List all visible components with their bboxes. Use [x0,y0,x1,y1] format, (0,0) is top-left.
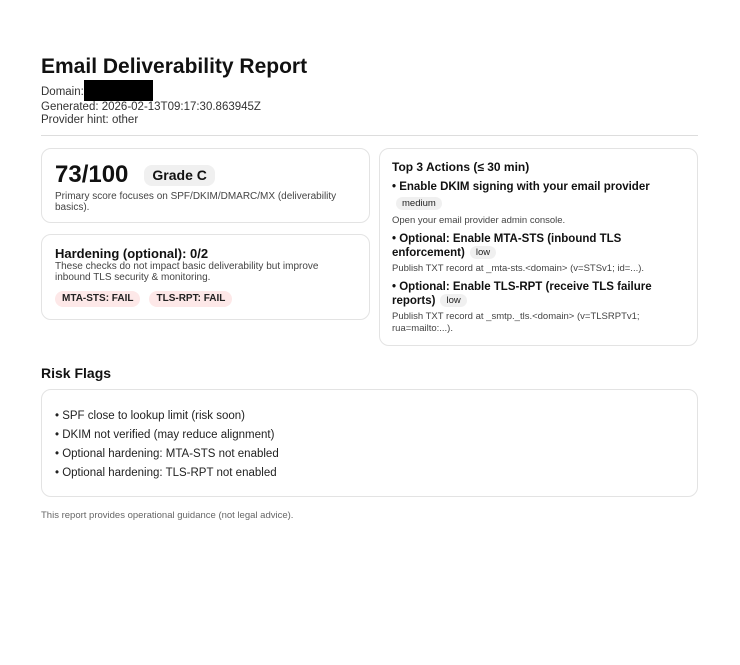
action-item [392,181,685,227]
hardening-tags [55,291,356,307]
score-card [41,148,370,223]
footer-note: This report provides operational guidance (not legal advice). [41,510,294,521]
risk-flag-item: • Optional hardening: MTA-STS not enabled [55,448,279,460]
report-meta [41,80,698,127]
score-note: Primary score focuses on SPF/DKIM/DMARC/MX (deliverability basics). [55,191,337,213]
domain-label: Domain: [41,86,84,98]
action-title [392,233,685,260]
risk-flags-list [55,407,684,483]
hardening-title: Hardening (optional): 0/2 [55,246,209,261]
summary-grid [41,148,698,346]
risk-flag-item: • SPF close to lookup limit (risk soon) [55,410,246,422]
actions-title: Top 3 Actions (≤ 30 min) [392,160,530,174]
priority-badge: low [470,246,496,259]
action-description: Open your email provider admin console. [392,215,566,226]
action-title-text: • Optional: Enable MTA-STS (inbound TLS enforcement) [392,233,622,259]
action-title-text: • Enable DKIM signing with your email provider [392,181,650,193]
tls-rpt-status-badge: TLS-RPT: FAIL [149,291,232,307]
report-page [41,54,698,522]
page-title: Email Deliverability Report [41,55,308,78]
redacted-domain [84,80,153,101]
provider-hint: Provider hint: other [41,114,139,126]
score-value: 73/100 [55,161,129,188]
header-divider [41,135,698,136]
priority-badge: low [440,294,466,307]
mta-sts-status-badge: MTA-STS: FAIL [55,291,140,307]
action-description: Publish TXT record at _mta-sts.<domain> (v=STSv1; id=...). [392,263,645,274]
grade-badge: Grade C [144,165,214,186]
risk-flag-item: • DKIM not verified (may reduce alignment) [55,429,275,441]
action-description: Publish TXT record at _smtp._tls.<domain> (v=TLSRPTv1; rua=mailto:...). [392,311,640,334]
hardening-note: These checks do not impact basic deliverability but improve inbound TLS security & monitoring. [55,261,319,283]
domain-row [41,80,698,101]
action-title-text: • Optional: Enable TLS-RPT (receive TLS failure reports) [392,281,652,307]
actions-card [379,148,698,346]
risk-flags-card [41,389,698,497]
hardening-card [41,234,370,320]
risk-flag-item: • Optional hardening: TLS-RPT not enabled [55,467,277,479]
action-title [392,181,685,194]
generated-timestamp: Generated: 2026-02-13T09:17:30.863945Z [41,101,261,113]
risk-flags-heading: Risk Flags [41,365,112,381]
action-item [392,281,685,335]
priority-badge: medium [396,197,442,210]
action-title [392,281,685,308]
action-item [392,233,685,275]
